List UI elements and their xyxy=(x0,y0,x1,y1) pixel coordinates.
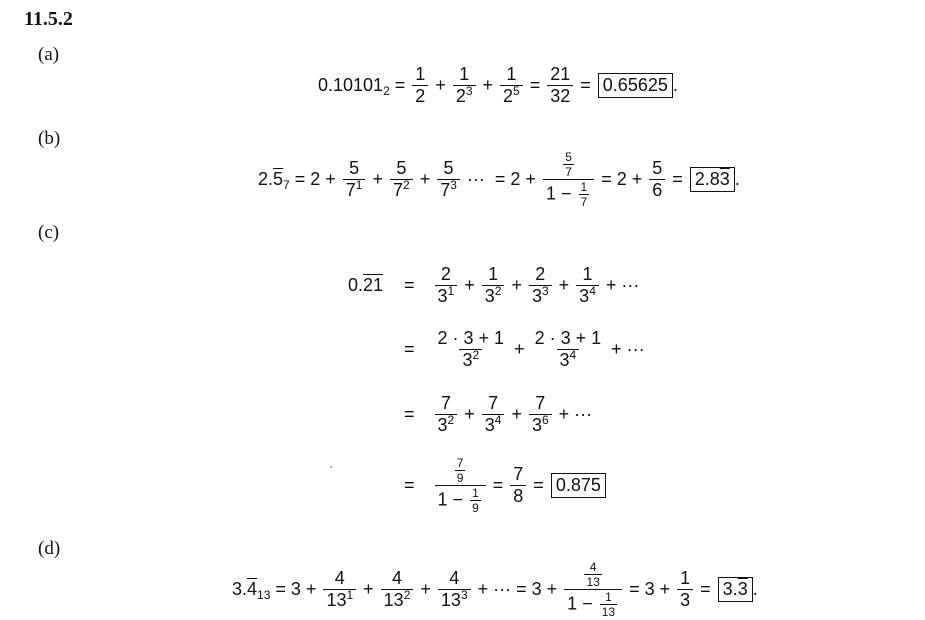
ellipsis: ··· xyxy=(574,404,593,424)
denominator xyxy=(500,85,523,107)
lhs-int: 0. xyxy=(348,275,364,295)
part-b-lhs xyxy=(258,169,290,190)
fraction xyxy=(482,264,505,307)
fraction xyxy=(649,158,665,201)
plus-sign: + xyxy=(631,169,643,189)
den-exp: 6 xyxy=(541,413,549,427)
den-base: 13 xyxy=(440,590,461,610)
lhs-repeat: 5 xyxy=(273,169,284,189)
plus-sign: + xyxy=(511,275,522,295)
fraction xyxy=(323,568,356,611)
lhs-base: 7 xyxy=(283,178,290,192)
den-exp: 2 xyxy=(403,178,410,192)
integer-term: 2 xyxy=(510,169,521,189)
fraction xyxy=(435,393,458,436)
denominator: 8 xyxy=(510,485,526,507)
numerator: 21 xyxy=(550,64,571,84)
integer-term: 3 xyxy=(644,579,655,599)
part-c-line-3 xyxy=(396,393,592,436)
numerator: 7 xyxy=(513,464,524,484)
part-b-equation xyxy=(258,150,740,209)
fraction xyxy=(381,568,414,611)
stray-dot xyxy=(330,466,332,468)
denominator: 9 xyxy=(472,501,479,515)
part-d-lhs xyxy=(232,579,270,600)
den-base: 3 xyxy=(437,286,448,306)
fraction xyxy=(529,264,552,307)
geometric-sum-fraction xyxy=(435,456,486,515)
minus-sign: − xyxy=(560,183,572,204)
denominator xyxy=(437,179,460,201)
fraction xyxy=(390,158,413,201)
numerator: 1 xyxy=(605,590,612,604)
part-c-label: (c) xyxy=(38,222,60,243)
den-base: 13 xyxy=(383,590,404,610)
denominator: 7 xyxy=(580,195,588,209)
numerator: 5 xyxy=(652,158,663,178)
plus-sign: + xyxy=(305,579,317,599)
integer-term: 3 xyxy=(531,579,542,599)
numerator: 1 xyxy=(580,180,588,194)
den-base: 3 xyxy=(559,350,570,370)
numerator: 7 xyxy=(440,393,451,413)
equals-sign: = xyxy=(672,169,683,189)
denominator xyxy=(381,589,414,611)
den-exp: 4 xyxy=(589,284,596,298)
equals-sign: = xyxy=(404,404,415,424)
den-base: 3 xyxy=(484,415,495,435)
den-base: 3 xyxy=(579,286,590,306)
numerator: 1 xyxy=(488,264,499,284)
answer-int: 3. xyxy=(722,579,738,599)
den-base: 3 xyxy=(462,350,473,370)
geometric-sum-fraction xyxy=(543,150,594,209)
den-exp: 3 xyxy=(460,588,468,602)
small-fraction xyxy=(579,180,590,209)
den-exp: 1 xyxy=(355,178,363,192)
one: 1 xyxy=(437,489,448,510)
ellipsis: ··· xyxy=(466,169,485,189)
one: 1 xyxy=(545,183,556,204)
part-c-line-4 xyxy=(396,456,606,515)
den-exp: 3 xyxy=(541,284,549,298)
boxed-answer: 0.875 xyxy=(551,473,606,498)
part-c-line-2 xyxy=(396,328,645,371)
numerator: 7 xyxy=(535,393,546,413)
plus-sign: + xyxy=(611,339,622,359)
numerator: 1 xyxy=(472,486,479,500)
part-a-equation xyxy=(318,64,678,107)
den-exp: 1 xyxy=(447,284,455,298)
den-exp: 2 xyxy=(447,413,455,427)
answer-repeat: 3 xyxy=(737,579,748,599)
equals-sign: = xyxy=(601,169,612,189)
equals-sign: = xyxy=(404,275,415,295)
numerator: 1 xyxy=(506,64,517,84)
denominator xyxy=(543,179,594,209)
den-base: 3 xyxy=(484,286,495,306)
equals-sign: = xyxy=(529,75,541,95)
den-exp: 2 xyxy=(494,284,502,298)
lhs-base: 2 xyxy=(383,84,390,98)
denominator xyxy=(390,179,413,201)
fraction xyxy=(547,64,573,107)
numerator: 4 xyxy=(392,568,403,588)
den-base: 7 xyxy=(440,180,451,200)
equals-sign: = xyxy=(404,475,415,495)
ellipsis: ··· xyxy=(626,339,645,359)
plus-sign: + xyxy=(477,579,489,599)
den-base: 13 xyxy=(326,590,347,610)
fraction xyxy=(435,328,508,371)
plus-sign: + xyxy=(435,75,446,95)
fraction xyxy=(576,264,599,307)
plus-sign: + xyxy=(372,169,383,189)
denominator: 9 xyxy=(456,471,464,485)
integer-term: 3 xyxy=(290,579,301,599)
lhs-int: 3. xyxy=(232,579,248,599)
part-a-lhs xyxy=(318,75,390,96)
one: 1 xyxy=(567,593,578,614)
den-exp: 5 xyxy=(513,84,520,98)
integer-term: 2 xyxy=(310,169,321,189)
fraction xyxy=(532,328,605,371)
numerator xyxy=(579,560,606,589)
fraction xyxy=(453,64,476,107)
equals-sign: = xyxy=(394,75,406,95)
den-base: 3 xyxy=(531,415,542,435)
minus-sign: − xyxy=(452,489,464,510)
lhs-repeat: 4 xyxy=(247,579,258,599)
part-d-label: (d) xyxy=(38,538,61,559)
part-a-label: (a) xyxy=(38,44,60,65)
fraction xyxy=(482,393,505,436)
numerator: 1 xyxy=(415,64,426,84)
numerator xyxy=(558,150,579,179)
den-exp: 2 xyxy=(403,588,411,602)
denominator xyxy=(323,589,356,611)
denominator xyxy=(438,589,471,611)
answer-repeat: 3 xyxy=(719,169,730,189)
boxed-answer xyxy=(690,167,735,192)
numerator: 5 xyxy=(396,158,407,178)
den-base: 7 xyxy=(392,180,403,200)
equals-sign: = xyxy=(516,579,527,599)
plus-sign: + xyxy=(525,169,536,189)
equals-sign: = xyxy=(492,475,504,495)
numerator: 4 xyxy=(589,560,597,574)
plus-sign: + xyxy=(420,579,431,599)
denominator: 2 xyxy=(412,85,428,107)
denominator xyxy=(459,349,482,371)
fraction xyxy=(438,568,471,611)
den-exp: 3 xyxy=(465,84,473,98)
denominator xyxy=(435,414,458,436)
plus-sign: + xyxy=(514,339,525,359)
numerator: 1 xyxy=(680,568,691,588)
plus-sign: + xyxy=(419,169,431,189)
den-exp: 3 xyxy=(450,178,457,192)
boxed-answer xyxy=(718,577,753,602)
period: . xyxy=(672,75,678,95)
plus-sign: + xyxy=(464,404,475,424)
plus-sign: + xyxy=(605,275,617,295)
denominator xyxy=(576,285,599,307)
fraction xyxy=(435,264,458,307)
equals-sign: = xyxy=(533,475,544,495)
numerator: 4 xyxy=(334,568,345,588)
plus-sign: + xyxy=(558,404,570,424)
denominator xyxy=(453,85,476,107)
fraction xyxy=(343,158,366,201)
answer-int: 2.8 xyxy=(694,169,720,189)
plus-sign: + xyxy=(511,404,522,424)
denominator xyxy=(564,589,622,619)
denominator: 7 xyxy=(565,165,572,179)
den-base: 3 xyxy=(437,415,448,435)
small-fraction xyxy=(584,560,601,589)
small-fraction xyxy=(470,486,481,515)
fraction xyxy=(510,464,526,507)
plus-sign: + xyxy=(482,75,494,95)
small-fraction xyxy=(563,150,574,179)
equals-sign: = xyxy=(629,579,640,599)
denominator xyxy=(482,414,505,436)
plus-sign: + xyxy=(546,579,558,599)
denominator: 6 xyxy=(649,179,665,201)
ellipsis: ··· xyxy=(493,579,512,599)
fraction xyxy=(437,158,460,201)
lhs-repeat: 21 xyxy=(363,275,384,295)
den-exp: 2 xyxy=(472,348,480,362)
lhs-base: 13 xyxy=(257,588,271,602)
fraction xyxy=(412,64,428,107)
fraction xyxy=(500,64,523,107)
minus-sign: − xyxy=(582,593,593,614)
part-c-lhs xyxy=(348,275,396,296)
numerator: 2 · 3 + 1 xyxy=(534,328,602,348)
denominator xyxy=(435,485,486,515)
numerator: 1 xyxy=(582,264,593,284)
den-base: 2 xyxy=(455,86,466,106)
denominator: 13 xyxy=(586,575,600,589)
ellipsis: ··· xyxy=(621,275,640,295)
numerator: 4 xyxy=(449,568,460,588)
fraction xyxy=(529,393,552,436)
denominator xyxy=(557,349,580,371)
den-exp: 1 xyxy=(346,588,354,602)
plus-sign: + xyxy=(659,579,671,599)
part-b-label: (b) xyxy=(38,128,61,149)
lhs-int: 2. xyxy=(258,169,274,189)
lhs-digits: 0.10101 xyxy=(318,75,384,95)
numerator: 5 xyxy=(565,150,572,164)
numerator xyxy=(450,456,471,485)
small-fraction xyxy=(455,456,466,485)
denominator xyxy=(435,285,458,307)
denominator xyxy=(529,285,552,307)
problem-number: 11.5.2 xyxy=(24,8,73,30)
numerator: 7 xyxy=(456,456,464,470)
denominator: 3 xyxy=(677,589,693,611)
den-exp: 4 xyxy=(569,348,577,362)
numerator: 2 · 3 + 1 xyxy=(437,328,505,348)
den-exp: 4 xyxy=(494,413,502,427)
denominator xyxy=(343,179,366,201)
equals-sign: = xyxy=(275,579,286,599)
numerator: 2 xyxy=(535,264,546,284)
equals-sign: = xyxy=(580,75,591,95)
integer-term: 2 xyxy=(616,169,627,189)
small-fraction xyxy=(600,590,617,619)
equals-sign: = xyxy=(294,169,306,189)
plus-sign: + xyxy=(558,275,570,295)
den-base: 3 xyxy=(531,286,542,306)
part-c-line-1 xyxy=(348,264,639,307)
period: . xyxy=(752,579,758,599)
denominator: 13 xyxy=(601,605,616,619)
numerator: 1 xyxy=(459,64,470,84)
numerator: 5 xyxy=(349,158,360,178)
den-base: 7 xyxy=(345,180,356,200)
equals-sign: = xyxy=(494,169,506,189)
numerator: 2 xyxy=(440,264,451,284)
plus-sign: + xyxy=(464,275,475,295)
plus-sign: + xyxy=(325,169,336,189)
part-d-equation xyxy=(232,560,758,619)
denominator: 32 xyxy=(547,85,573,107)
fraction xyxy=(677,568,693,611)
equals-sign: = xyxy=(700,579,711,599)
geometric-sum-fraction xyxy=(564,560,622,619)
period: . xyxy=(734,169,740,189)
den-base: 2 xyxy=(503,86,514,106)
equals-sign: = xyxy=(404,339,415,359)
denominator xyxy=(529,414,552,436)
numerator: 5 xyxy=(443,158,454,178)
denominator xyxy=(482,285,505,307)
boxed-answer: 0.65625 xyxy=(598,73,673,98)
plus-sign: + xyxy=(363,579,374,599)
numerator: 7 xyxy=(488,393,499,413)
